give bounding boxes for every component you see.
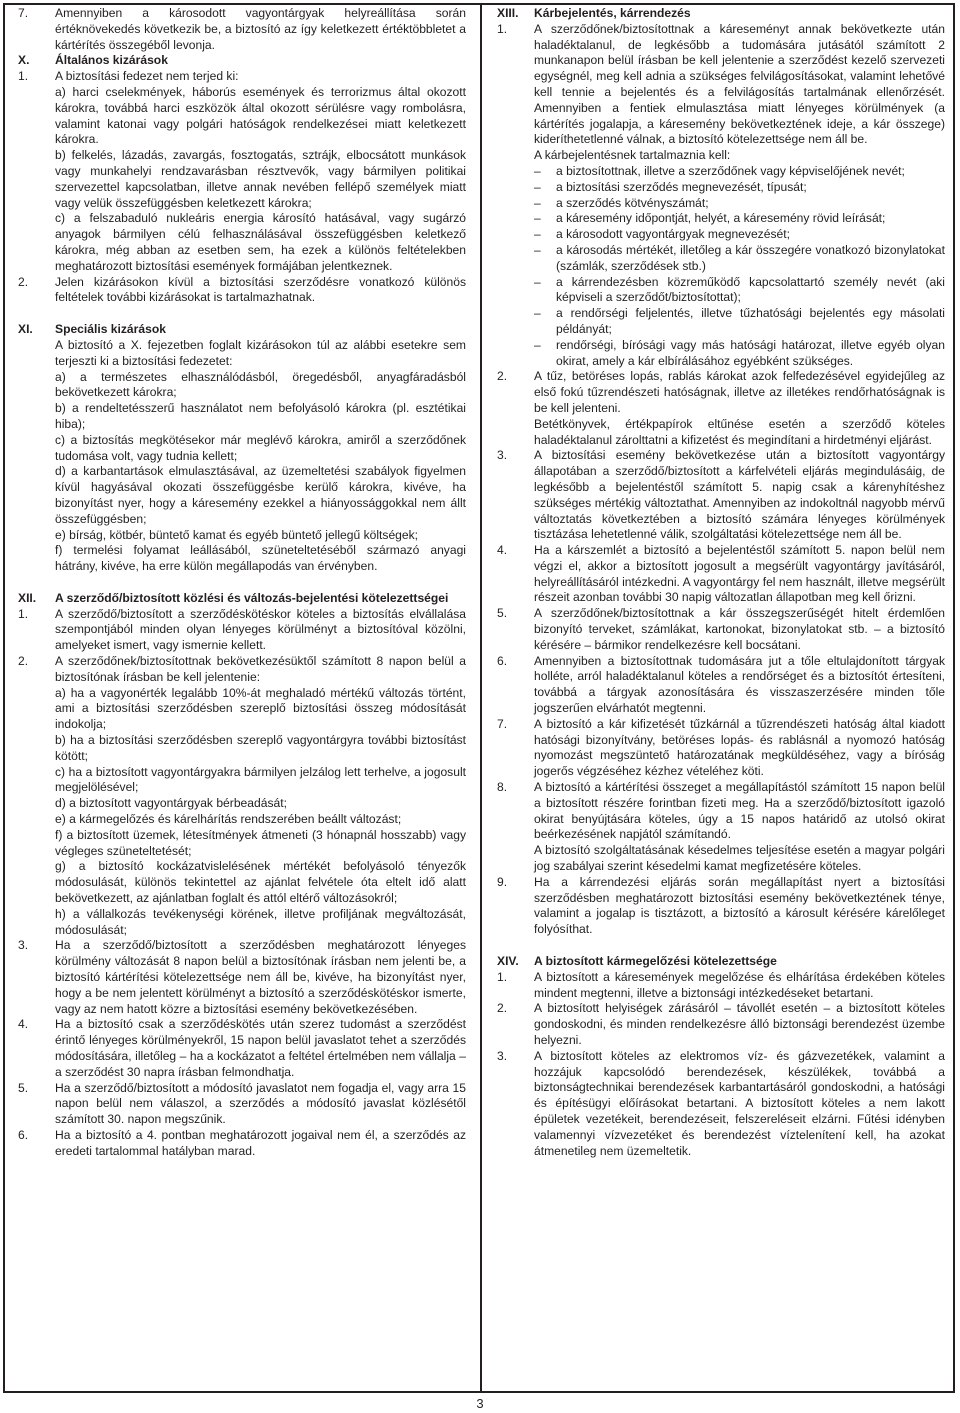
item-xii-3: 3. Ha a szerződő/biztosított a szerződésben meghatározott lényeges körülmény változását 8 napon belül a biztosítónak írásban nem jelenti be, a biztosító kártérítési kötelezettsége nem áll be, kivéve, ha bizonyítást nyer, hogy a be nem jelentett körülményt a biztosító a szerződéskötéskor ismerte, vagy az nem hatott közre a biztosítási esemény bekövetkezésében. bbox=[18, 938, 466, 1016]
item-xii-2b: b) ha a biztosítási szerződésben szereplő vagyontárgyra további biztosítást kötött; bbox=[55, 733, 466, 763]
item-xiii-1: 1. A szerződőnek/biztosítottnak a káreseményt annak bekövetkezte után haladéktalanul, de legkésőbb a tudomására jutásától számított 2 munkanapon belül írásban be kell jelentenie a szerződést kezelő szervezeti egységnél, meg kell adnia a szükséges felvilágosításokat, valamint lehetővé kell tennie a bejelentés és a felvilágosítás tartalmának ellenőrzését. Amennyiben a fentiek elmulasztása miatt lényeges körülmények (a kártérítés jogalapja, a káresemény bekövetkeztének ideje, a kár összege) kideríthetetlenné válnak, a biztosító kötelezettsége nem áll be. bbox=[497, 21, 945, 147]
item-xii-2c: c) ha a biztosított vagyontárgyakra bármilyen jelzálog lett terhelve, a jogosult megjelölésével; bbox=[55, 764, 466, 795]
item-xiv-2: 2. A biztosított helyiségek zárásáról – távollét esetén – a biztosított köteles gondoskodni, és minden rendelkezésre álló biztonsági berendezést üzembe helyezni. bbox=[497, 1001, 945, 1047]
item-xiv-1: 1. A biztosított a káresemények megelőzése és elhárítása érdekében köteles mindent megtenni, illetve a biztonsági intézkedéseket betartani. bbox=[497, 969, 945, 1000]
item-xiii-8: 8. A biztosító a kártérítési összeget a megállapítástól számított 15 napon belül a biztosított részére forintban fizeti meg. Ha a szerződő/biztosított igazoló okirat benyújtására köteles, úgy a 15 napos határidő az utolsó okirat beérkezésének napjától számítandó. bbox=[497, 780, 945, 842]
item-xiii-8-cont: A biztosító szolgáltatásának késedelmes teljesítése esetén a magyar polgári jog szabályai szerint késedelmi kamat megfizetésére köteles. bbox=[534, 843, 945, 874]
item-xi-intro: A biztosító a X. fejezetben foglalt kizárásokon túl az alábbi esetekre sem terjeszti ki a biztosítási fedezetet: bbox=[55, 337, 466, 368]
item-xii-2a: a) ha a vagyonérték legalább 10%-át meghaladó mértékű változás történt, ami a biztosítási szerződésben szereplő biztosítási összeg módosítását indokolja; bbox=[55, 685, 466, 732]
item-xii-2g: g) a biztosító kockázatvislelésének mértékét befolyásoló tényezők módosulását, különös tekintettel az ajánlat felvétele óta eltelt idő alatt bekövetkezett, az ajánlatban foglalt és attól eltérő változásokról; bbox=[55, 859, 466, 906]
item-xi-d: d) a karbantartások elmulasztásával, az üzemeltetési szabályok figyelmen kívül hagyásával okozati összefüggésbe kerülő károkra, kivéve, ha bizonyítást nyer, hogy a káresemény ezekkel a hiányossággokkal nem állt összefüggésben; bbox=[55, 464, 466, 526]
list-item: – a kárrendezésben közreműködő kapcsolattartó személy nevét (aki képviseli a szerződőt/biztosítottat); bbox=[534, 274, 945, 305]
item-xiv-3: 3. A biztosított köteles az elektromos víz- és gázvezetékek, valamint a hozzájuk kapcsolódó berendezések, készülékek, továbbá a biztonságtechnikai berendezések karbantartásáról gondoskodni, a hatósági és építésügyi előírásokat betartani. A biztosított köteles a nem lakott épületek vezetékeit, berendezéseit, felszereléseit elzárni. Fűtési idényben valamennyi vízvezetéket és berendezést víztelenítení kell, ha azokat átmenetileg nem üzemeltetik. bbox=[497, 1048, 945, 1158]
item-xi-b: b) a rendeltetésszerű használatot nem befolyásoló károkra (pl. esztétikai hiba); bbox=[55, 401, 466, 431]
item-xii-2e: e) a kármegelőzés és kárelhárítás rendszerében beállt változást; bbox=[55, 812, 402, 827]
item-xiii-6: 6. Amennyiben a biztosítottnak tudomására jut a tőle eltulajdonított tárgyak holléte, arról haladéktalanul köteles a rendőrséget és a biztosítót értesíteni, továbbá a tárgyak azonosítására és visszaszerzésére minden tőle jogszerűen elvárhatót megtenni. bbox=[497, 653, 945, 716]
section-x-heading: X. Általános kizárások bbox=[18, 53, 168, 68]
item-xiii-5: 5. A szerződőnek/biztosítottnak a kár összegszerűségét hitelt érdemlően bizonyító terveket, számlákat, kartonokat, bizonylatokat stb. – a biztosító kérésére – bármikor rendelkezésre kell bocsátani. bbox=[497, 606, 945, 652]
section-xi-heading: XI. Speciális kizárások bbox=[18, 322, 166, 337]
item-xii-2: 2. A szerződőnek/biztosítottnak bekövetkezésüktől számított 8 napon belül a biztosítónak írásban be kell jelentenie: bbox=[18, 654, 466, 684]
item-xii-2h: h) a vállalkozás tevékenységi körének, illetve profiljának megváltozását, módosulását; bbox=[55, 906, 466, 937]
list-item: – a károsodás mértékét, illetőleg a kár összegére vonatkozó bizonylatokat (számlák, szerződések stb.) bbox=[534, 242, 945, 273]
item-xiii-3: 3. A biztosítási esemény bekövetkezése után a biztosított vagyontárgy állapotában a szerződő/biztosított a kárfelvételi eljárás megindulásáig, de legkésőbb a bejelentéstől számított 5. napig csak a kárenyhítéshez szükséges mértékig változtathat. Amennyiben az indokoltnál nagyobb mérvű változtatás következtében a biztosító számára lényeges körülmények tisztázása lehetetlenné válik, szolgáltatási kötelezettsége nem áll be. bbox=[497, 448, 945, 542]
right-column bbox=[497, 6, 945, 1159]
list-item: – a biztosítási szerződés megnevezését, típusát; bbox=[534, 179, 807, 194]
item-x-1a: a) harci cselekmények, háborús események és terrorizmus által okozott károkra, továbbá harci eszközök által okozott sérülésre vagy rombolásra, valamint katonai vagy polgári hatóságok rendelkezései miatt keletkezett károkra. bbox=[55, 84, 466, 147]
list-item: – a szerződés kötvényszámát; bbox=[534, 195, 709, 210]
item-xi-c: c) a biztosítás megkötésekor már meglévő károkra, amiről a szerződőnek tudomása volt, vagy tudnia kellett; bbox=[55, 432, 466, 463]
item-xii-1: 1. A szerződő/biztosított a szerződéskötéskor köteles a biztosítás elvállalása szempontjából minden olyan lényeges körülményt a biztosítóval közölni, amelyeket ismert, vagy ismernie kellett. bbox=[18, 606, 466, 653]
list-item: – a rendőrségi feljelentés, illetve tűzhatósági bejelentés egy másolati példányát; bbox=[534, 306, 945, 336]
item-xiii-9: 9. Ha a kárrendezési eljárás során megállapítást nyert a biztosítási szerződésben meghatározott biztosítási esemény bekövetkeztének ténye, valamint a jogalap is tisztázott, a biztosító a károsult kérésére kárelőleget folyósíthat. bbox=[497, 874, 945, 937]
list-item: – a biztosítottnak, illetve a szerződőnek vagy képviselőjének nevét; bbox=[534, 163, 905, 178]
item-x-2: 2. Jelen kizárásokon kívül a biztosítási szerződésre vonatkozó különös feltételek további kizárásokat is tartalmazhatnak. bbox=[18, 274, 466, 305]
item-xi-e: e) bírság, kötbér, büntető kamat és egyéb büntető jellegű költségek; bbox=[55, 527, 419, 542]
section-xiv-heading: XIV. A biztosított kármegelőzési kötelezettsége bbox=[497, 954, 777, 969]
item-xiii-2: 2. A tűz, betöréses lopás, rablás károkat azok felfedezésével egyidejűleg az első fokú tűzrendészeti hatóságnak, illetve az illetékes rendőrhatóságnak is be kell jelenteni. bbox=[497, 369, 945, 415]
item-x-1b: b) felkelés, lázadás, zavargás, fosztogatás, sztrájk, elbocsátott munkások vagy munkahelyi rendzavarásban résztvevők, vagy bármilyen politikai szervezettel kapcsolatban, illetve annak nevében fellépő személyek miatt vagy velük összefüggésben keletkezett károkra; bbox=[55, 148, 466, 210]
list-item: – a káresemény időpontját, helyét, a káresemény rövid leírását; bbox=[534, 211, 886, 226]
item-xii-2f: f) a biztosított üzemek, létesítmények átmeneti (3 hónapnál hosszabb) vagy végleges szüneteltetését; bbox=[55, 827, 466, 858]
column-divider bbox=[480, 3, 482, 1393]
list-item: – a károsodott vagyontárgyak megnevezését; bbox=[534, 227, 790, 242]
page-number: 3 bbox=[476, 1396, 484, 1411]
item-x-1c: c) a felszabaduló nukleáris energia károsító hatásával, vagy sugárzó anyagok bármilyen célú felhasználásával összefüggésben keletkező károkra, még abban az esetben sem, ha ezek a különös feltételekben meghatározott biztosítási események formájában jelentkeznek. bbox=[55, 211, 466, 273]
item-xi-a: a) a természetes elhasználódásból, öregedésből, anyagfáradásból bekövetkezett károkra; bbox=[55, 369, 466, 400]
item-xii-4: 4. Ha a biztosító csak a szerződéskötés után szerez tudomást a szerződést érintő lényeges körülményekről, 15 napon belül javaslatot tehet a szerződés módosítására, illetőleg – ha a kockázatot a feltétel értelmében nem vállalja – a szerződést 30 napra írásban felmondhatja. bbox=[18, 1017, 466, 1079]
item-xiii-1-list-intro: A kárbejelentésnek tartalmaznia kell: bbox=[534, 148, 731, 163]
item-xiii-4: 4. Ha a kárszemlét a biztosító a bejelentéstől számított 5. napon belül nem végzi el, akkor a biztosított jogosult a megsérült vagyontárgy javításáról, helyreállításáról intézkedni. A vagyontárgy fel nem használt, illetve megsérült részeit azonban további 30 napig változatlan állapotban meg kell őrizni. bbox=[497, 543, 945, 605]
item-xi-f: f) termelési folyamat leállásából, szüneteltetéséből származó anyagi hátrány, kivéve, ha erre külön megállapodás van érvényben. bbox=[55, 543, 466, 574]
left-column bbox=[18, 6, 466, 1160]
item-x-7: 7. Amennyiben a károsodott vagyontárgyak helyreállítása során értéknövekedés következik be, a biztosító az így keletkezett értéktöbbletet a kártérítés összegéből levonja. bbox=[18, 6, 466, 52]
item-xiii-2-cont: Betétkönyvek, értékpapírok eltűnése esetén a szerződő köteles haladéktalanul zárolttatni a kifizetést és megindítani a hirdetményi eljárást. bbox=[534, 416, 945, 447]
list-item: – rendőrségi, bírósági vagy más hatósági határozat, illetve egyéb olyan okirat, amely a kár elbírálásához egyébként szükséges. bbox=[534, 337, 945, 368]
item-xii-5: 5. Ha a szerződő/biztosított a módosító javaslatot nem fogadja el, vagy arra 15 napon belül nem válaszol, a szerződés a módosító javaslat közlésétől számított 30. napon megszűnik. bbox=[18, 1080, 466, 1127]
item-xiii-7: 7. A biztosító a kár kifizetését tűzkárnál a tűzrendészeti hatóság által kiadott hatósági bizonyítvány, betöréses lopás- és rablásnál a nyomozó hatóság nyomozást megszüntető határozatának megküldéséhez, vagy a bíróság jogerős végzéséhez kézhez vételéhez köti. bbox=[497, 716, 945, 779]
item-x-1: 1. A biztosítási fedezet nem terjed ki: bbox=[18, 69, 239, 84]
section-xiii-heading: XIII. Kárbejelentés, kárrendezés bbox=[497, 6, 691, 20]
item-xii-2d: d) a biztosított vagyontárgyak bérbeadását; bbox=[55, 796, 287, 811]
section-xii-heading: XII. A szerződő/biztosított közlési és változás-bejelentési kötelezettségei bbox=[18, 590, 449, 605]
item-xii-6: 6. Ha a biztosító a 4. pontban meghatározott jogaival nem él, a szerződés az eredeti tartalommal hatályban marad. bbox=[18, 1127, 466, 1158]
